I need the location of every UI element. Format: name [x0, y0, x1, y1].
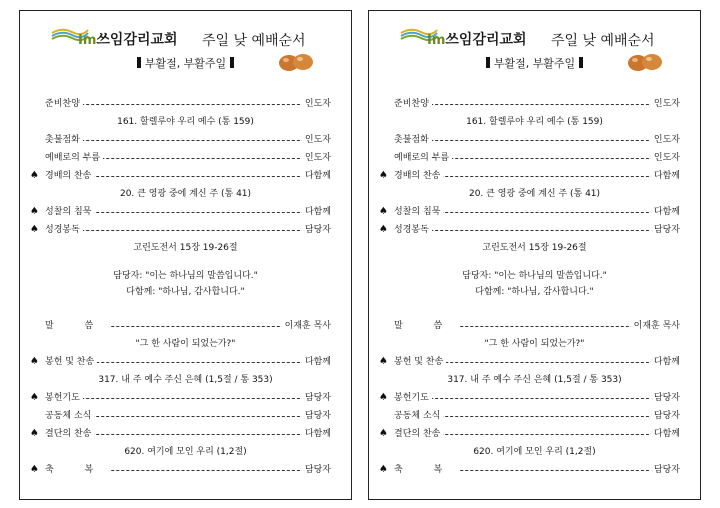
text-label: 부활절, 부활주일 [493, 57, 576, 70]
order-item [369, 355, 700, 369]
spade-icon: ♠ [379, 428, 388, 439]
text-label: 다함께 [651, 355, 680, 369]
text-label: 축 복 [45, 463, 110, 477]
order-item [20, 97, 351, 111]
order-item [20, 409, 351, 423]
spade-icon: ♠ [30, 224, 39, 235]
order-item [369, 427, 700, 441]
responsive-reading: 담당자: "이는 하나님의 말씀입니다." [462, 271, 607, 281]
church-name [78, 29, 178, 49]
service-title: 주일 낮 예배순서 [202, 33, 306, 49]
text-label: 인도자 [651, 97, 680, 111]
text-label: 이재훈 목사 [631, 319, 680, 333]
bulletin-header [369, 23, 700, 51]
text-label: 말 씀 [45, 319, 110, 333]
order-item [369, 223, 700, 237]
order-item [20, 151, 351, 165]
bulletin-page-right [368, 10, 701, 500]
text-label: 촛불점화 [394, 133, 432, 147]
order-item [20, 205, 351, 219]
order-item [20, 355, 351, 369]
text-label: 담당자 [651, 409, 680, 423]
sermon-title: "그 한 사람이 되었는가?" [484, 339, 585, 349]
hymn-line: 620. 여기에 모인 우리 (1,2절) [473, 447, 596, 457]
text-label: Im [78, 33, 97, 48]
text-label: 담당자 [302, 223, 331, 237]
text-label: 다함께 [302, 169, 331, 183]
text-label: 봉헌 및 찬송 [45, 355, 97, 369]
hymn-line: 20. 큰 영광 중에 계신 주 (통 41) [119, 189, 252, 199]
spade-icon: ♠ [379, 170, 388, 181]
text-label: 다함께 [302, 205, 331, 219]
text-label: 부활절, 부활주일 [144, 57, 227, 70]
service-title: 주일 낮 예배순서 [551, 33, 655, 49]
order-item [369, 97, 700, 111]
hymn-line: 161. 할렐루야 우리 예수 (통 159) [466, 117, 603, 127]
text-label: 봉헌기도 [45, 391, 83, 405]
text-label: 인도자 [302, 97, 331, 111]
text-label: 준비찬양 [394, 97, 432, 111]
order-item [20, 463, 351, 477]
hymn-line: 620. 여기에 모인 우리 (1,2절) [124, 447, 247, 457]
text-label: 예배로의 부름 [45, 151, 103, 165]
text-label: 경배의 찬송 [394, 169, 443, 183]
text-label: 봉헌 및 찬송 [394, 355, 446, 369]
hymn-line: 20. 큰 영광 중에 계신 주 (통 41) [468, 189, 601, 199]
text-label: 인도자 [302, 133, 331, 147]
text-label: 성경봉독 [45, 223, 83, 237]
church-name [427, 29, 527, 49]
order-item [20, 391, 351, 405]
order-item [20, 427, 351, 441]
text-label: 쓰임감리교회 [96, 32, 178, 48]
responsive-reading: 담당자: "이는 하나님의 말씀입니다." [113, 271, 258, 281]
order-item [369, 133, 700, 147]
text-label: 다함께 [651, 205, 680, 219]
order-item [369, 205, 700, 219]
text-label: 담당자 [651, 223, 680, 237]
spade-icon: ♠ [30, 392, 39, 403]
text-label: 담당자 [651, 463, 680, 477]
text-label: 다함께 [651, 169, 680, 183]
text-label: 결단의 찬송 [45, 427, 94, 441]
order-item [369, 409, 700, 423]
order-item [20, 169, 351, 183]
spade-icon: ♠ [379, 464, 388, 475]
text-label: 담당자 [302, 409, 331, 423]
bulletin-page-left [19, 10, 352, 500]
hymn-line: 161. 할렐루야 우리 예수 (통 159) [117, 117, 254, 127]
spade-icon: ♠ [379, 392, 388, 403]
order-item [369, 151, 700, 165]
order-item [20, 133, 351, 147]
text-label: 인도자 [651, 133, 680, 147]
order-item [20, 223, 351, 237]
text-label: 담당자 [302, 463, 331, 477]
responsive-reading: 다함께: "하나님, 감사합니다." [126, 287, 245, 297]
spade-icon: ♠ [379, 356, 388, 367]
text-label: 말 씀 [394, 319, 459, 333]
text-label: 공동체 소식 [45, 409, 94, 423]
text-label: 성찰의 침묵 [45, 205, 94, 219]
text-label: 담당자 [302, 391, 331, 405]
text-label: 다함께 [302, 355, 331, 369]
text-label: 공동체 소식 [394, 409, 443, 423]
spade-icon: ♠ [30, 206, 39, 217]
sermon-title: "그 한 사람이 되었는가?" [135, 339, 236, 349]
text-label: 촛불점화 [45, 133, 83, 147]
spade-icon: ♠ [379, 206, 388, 217]
spade-icon: ♠ [30, 170, 39, 181]
text-label: 경배의 찬송 [45, 169, 94, 183]
text-label: 다함께 [651, 427, 680, 441]
eggs-image [276, 51, 316, 73]
spade-icon: ♠ [379, 224, 388, 235]
text-label: 인도자 [651, 151, 680, 165]
order-item [369, 463, 700, 477]
order-item [20, 319, 351, 333]
hymn-line: 317. 내 주 예수 주신 은혜 (1,5절 / 통 353) [447, 375, 622, 385]
text-label: 예배로의 부름 [394, 151, 452, 165]
responsive-reading: 다함께: "하나님, 감사합니다." [475, 287, 594, 297]
text-label: 다함께 [302, 427, 331, 441]
text-label: 쓰임감리교회 [445, 32, 527, 48]
text-label: 결단의 찬송 [394, 427, 443, 441]
text-label: 성찰의 침묵 [394, 205, 443, 219]
spade-icon: ♠ [30, 428, 39, 439]
text-label: Im [427, 33, 446, 48]
hymn-line: 317. 내 주 예수 주신 은혜 (1,5절 / 통 353) [98, 375, 273, 385]
text-label: 인도자 [302, 151, 331, 165]
bulletin-header [20, 23, 351, 51]
scripture-reference: 고린도전서 15장 19-26절 [482, 243, 587, 253]
scripture-reference: 고린도전서 15장 19-26절 [133, 243, 238, 253]
order-item [369, 169, 700, 183]
spade-icon: ♠ [30, 464, 39, 475]
eggs-image [625, 51, 665, 73]
text-label: 봉헌기도 [394, 391, 432, 405]
text-label: 성경봉독 [394, 223, 432, 237]
text-label: 이재훈 목사 [282, 319, 331, 333]
text-label: 담당자 [651, 391, 680, 405]
spade-icon: ♠ [30, 356, 39, 367]
order-item [369, 319, 700, 333]
text-label: 준비찬양 [45, 97, 83, 111]
order-item [369, 391, 700, 405]
text-label: 축 복 [394, 463, 459, 477]
